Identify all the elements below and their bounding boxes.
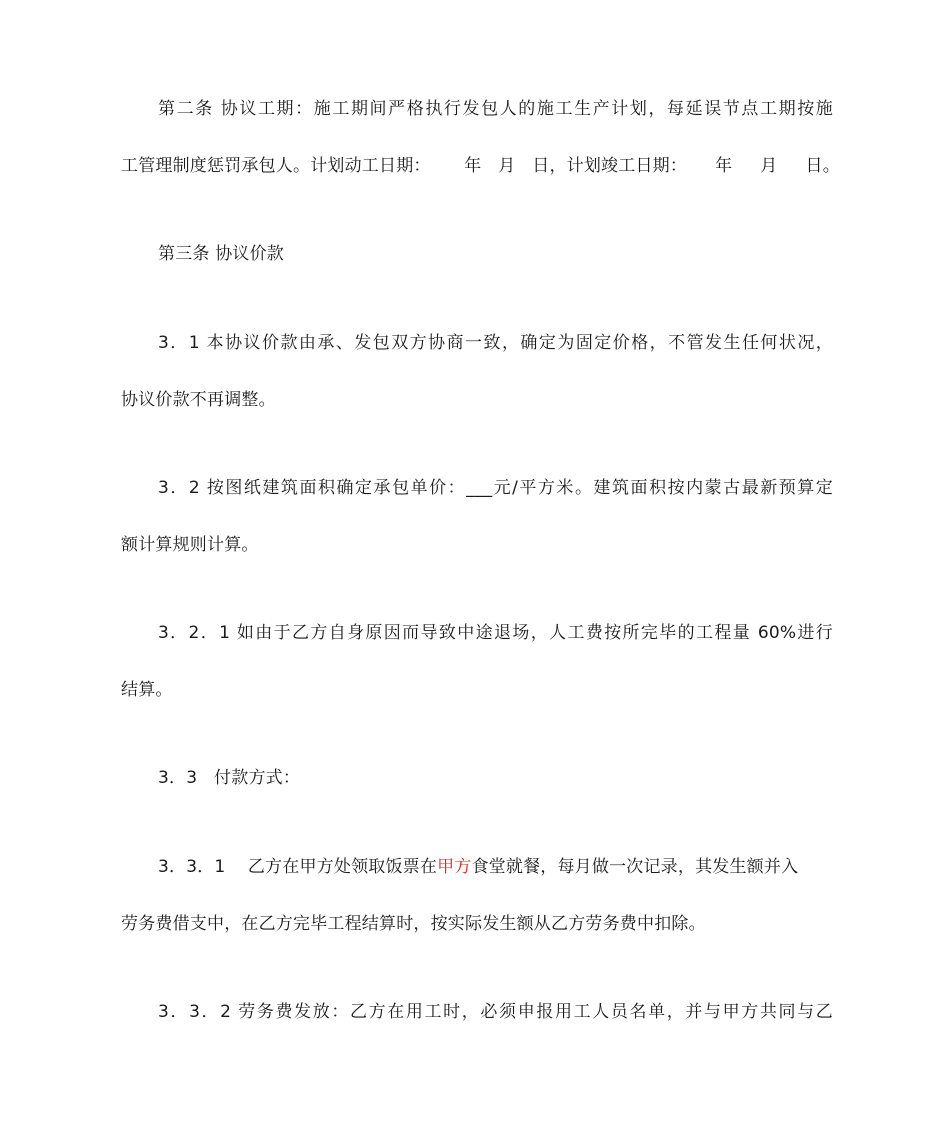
clause-3-1-line2: 协议价款不再调整。 [121, 390, 276, 410]
article2-line2: 工管理制度惩罚承包人。计划动工日期： 年 月 日，计划竣工日期： 年 月 日。 [121, 156, 840, 176]
clause-3-3-1-line2: 劳务费借支中，在乙方完毕工程结算时，按实际发生额从乙方劳务费中扣除。 [121, 914, 706, 934]
clause-3-2-line1: 3．2 按图纸建筑面积确定承包单价：___元/平方米。建筑面积按内蒙古最新预算定 [158, 478, 833, 498]
clause-3-3-1-text-post: 食堂就餐，每月做一次记录，其发生额并入 [471, 857, 799, 877]
clause-3-3-1-highlight: 甲方 [437, 857, 472, 877]
clause-3-3-1-line1 [158, 855, 833, 879]
clause-3-3-2-line1: 3．3．2 劳务费发放：乙方在用工时，必须申报用工人员名单，并与甲方共同与乙 [158, 1002, 833, 1022]
article2-line1: 第二条 协议工期：施工期间严格执行发包人的施工生产计划，每延误节点工期按施 [158, 99, 833, 119]
clause-3-2-line2: 额计算规则计算。 [121, 535, 259, 555]
article3-title: 第三条 协议价款 [158, 244, 285, 264]
clause-3-2-1-line1: 3．2．1 如由于乙方自身原因而导致中途退场，人工费按所完毕的工程量 60%进行 [158, 623, 833, 643]
clause-3-3-title: 3．3 付款方式： [158, 768, 301, 788]
clause-3-3-1-text-pre: 3．3．1 乙方在甲方处领取饭票在 [158, 857, 438, 877]
clause-3-2-1-line2: 结算。 [121, 680, 173, 700]
clause-3-1-line1: 3．1 本协议价款由承、发包双方协商一致，确定为固定价格，不管发生任何状况， [158, 333, 833, 353]
